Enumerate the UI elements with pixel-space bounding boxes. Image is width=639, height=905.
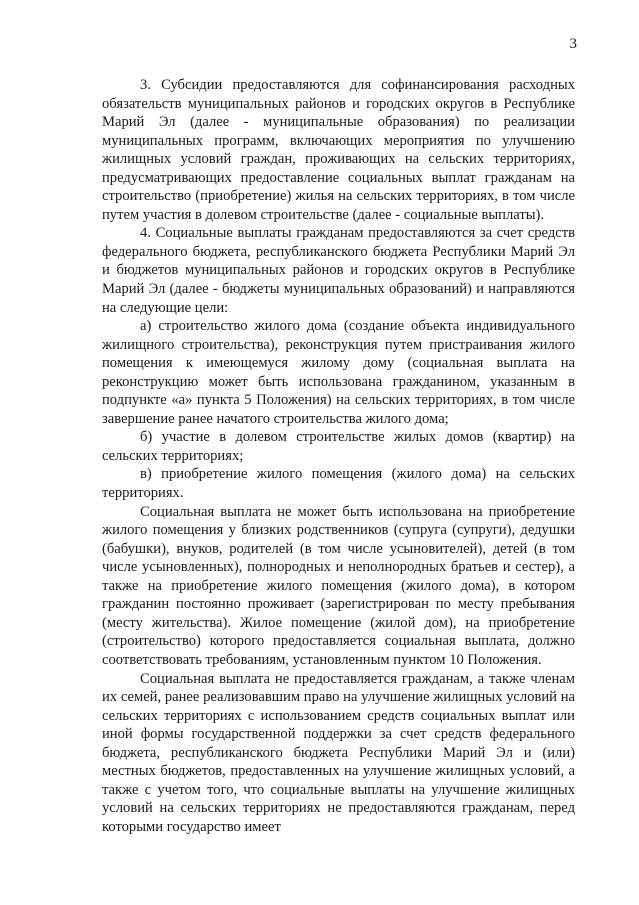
paragraph-4-social-payments: 4. Социальные выплаты гражданам предоставляются за счет средств федерального бюджета, республиканского бюджета Республики Марий Эл и бюджетов муниципальных районов и городских округов в Республике Марий Эл (далее - бюджеты муниципальных образований) и направляются на следующие цели: (102, 225, 575, 316)
page-number: 3 (569, 36, 577, 52)
paragraph-not-provided: Социальная выплата не предоставляется гражданам, а также членам их семей, ранее реализовавшим право на улучшение жилищных условий на сельских территориях с использованием средств социальных выплат или иной формы государственной поддержки за счет средств федерального бюджета, республиканского бюджета Республики Марий Эл и (или) местных бюджетов, предоставленных на улучшение жилищных условий, а также с учетом того, что социальные выплаты на улучшение жилищных условий на сельских территориях не предоставляются гражданам, перед которыми государство имеет (102, 670, 575, 835)
item-a-construction: а) строительство жилого дома (создание объекта индивидуального жилищного строительства), реконструкция путем пристраивания жилого помещения к имеющемуся жилому дому (социальная выплата на реконструкцию может быть использована гражданином, указанным в подпункте «а» пункта 5 Положения) на сельских территориях, в том числе завершение ранее начатого строительства жилого дома; (102, 318, 575, 427)
paragraph-restrictions-relatives: Социальная выплата не может быть использована на приобретение жилого помещения у близких родственников (супруга (супруги), дедушки (бабушки), внуков, родителей (в том числе усыновителей), детей (в том числе усыновленных), полнородных и неполнородных братьев и сестер), а также на приобретение жилого помещения (жилого дома), в котором гражданин постоянно проживает (зарегистрирован по месту пребывания (месту жительства). Жилое помещение (жилой дом), на приобретение (строительство) которого предоставляется социальная выплата, должно соответствовать требованиям, установленным пунктом 10 Положения. (102, 503, 575, 668)
document-body (102, 76, 575, 836)
item-c-purchase: в) приобретение жилого помещения (жилого дома) на сельских территориях. (102, 466, 575, 502)
paragraph-3-subsidies: 3. Субсидии предоставляются для софинансирования расходных обязательств муниципальных районов и городских округов в Республике Марий Эл (далее - муниципальные образования) по реализации муниципальных программ, включающих мероприятия по улучшению жилищных условий граждан, проживающих на сельских территориях, предусматривающих предоставление социальных выплат гражданам на строительство (приобретение) жилья на сельских территориях, в том числе путем участия в долевом строительстве (далее - социальные выплаты). (102, 77, 575, 223)
item-b-shared-construction: б) участие в долевом строительстве жилых домов (квартир) на сельских территориях; (102, 429, 575, 464)
